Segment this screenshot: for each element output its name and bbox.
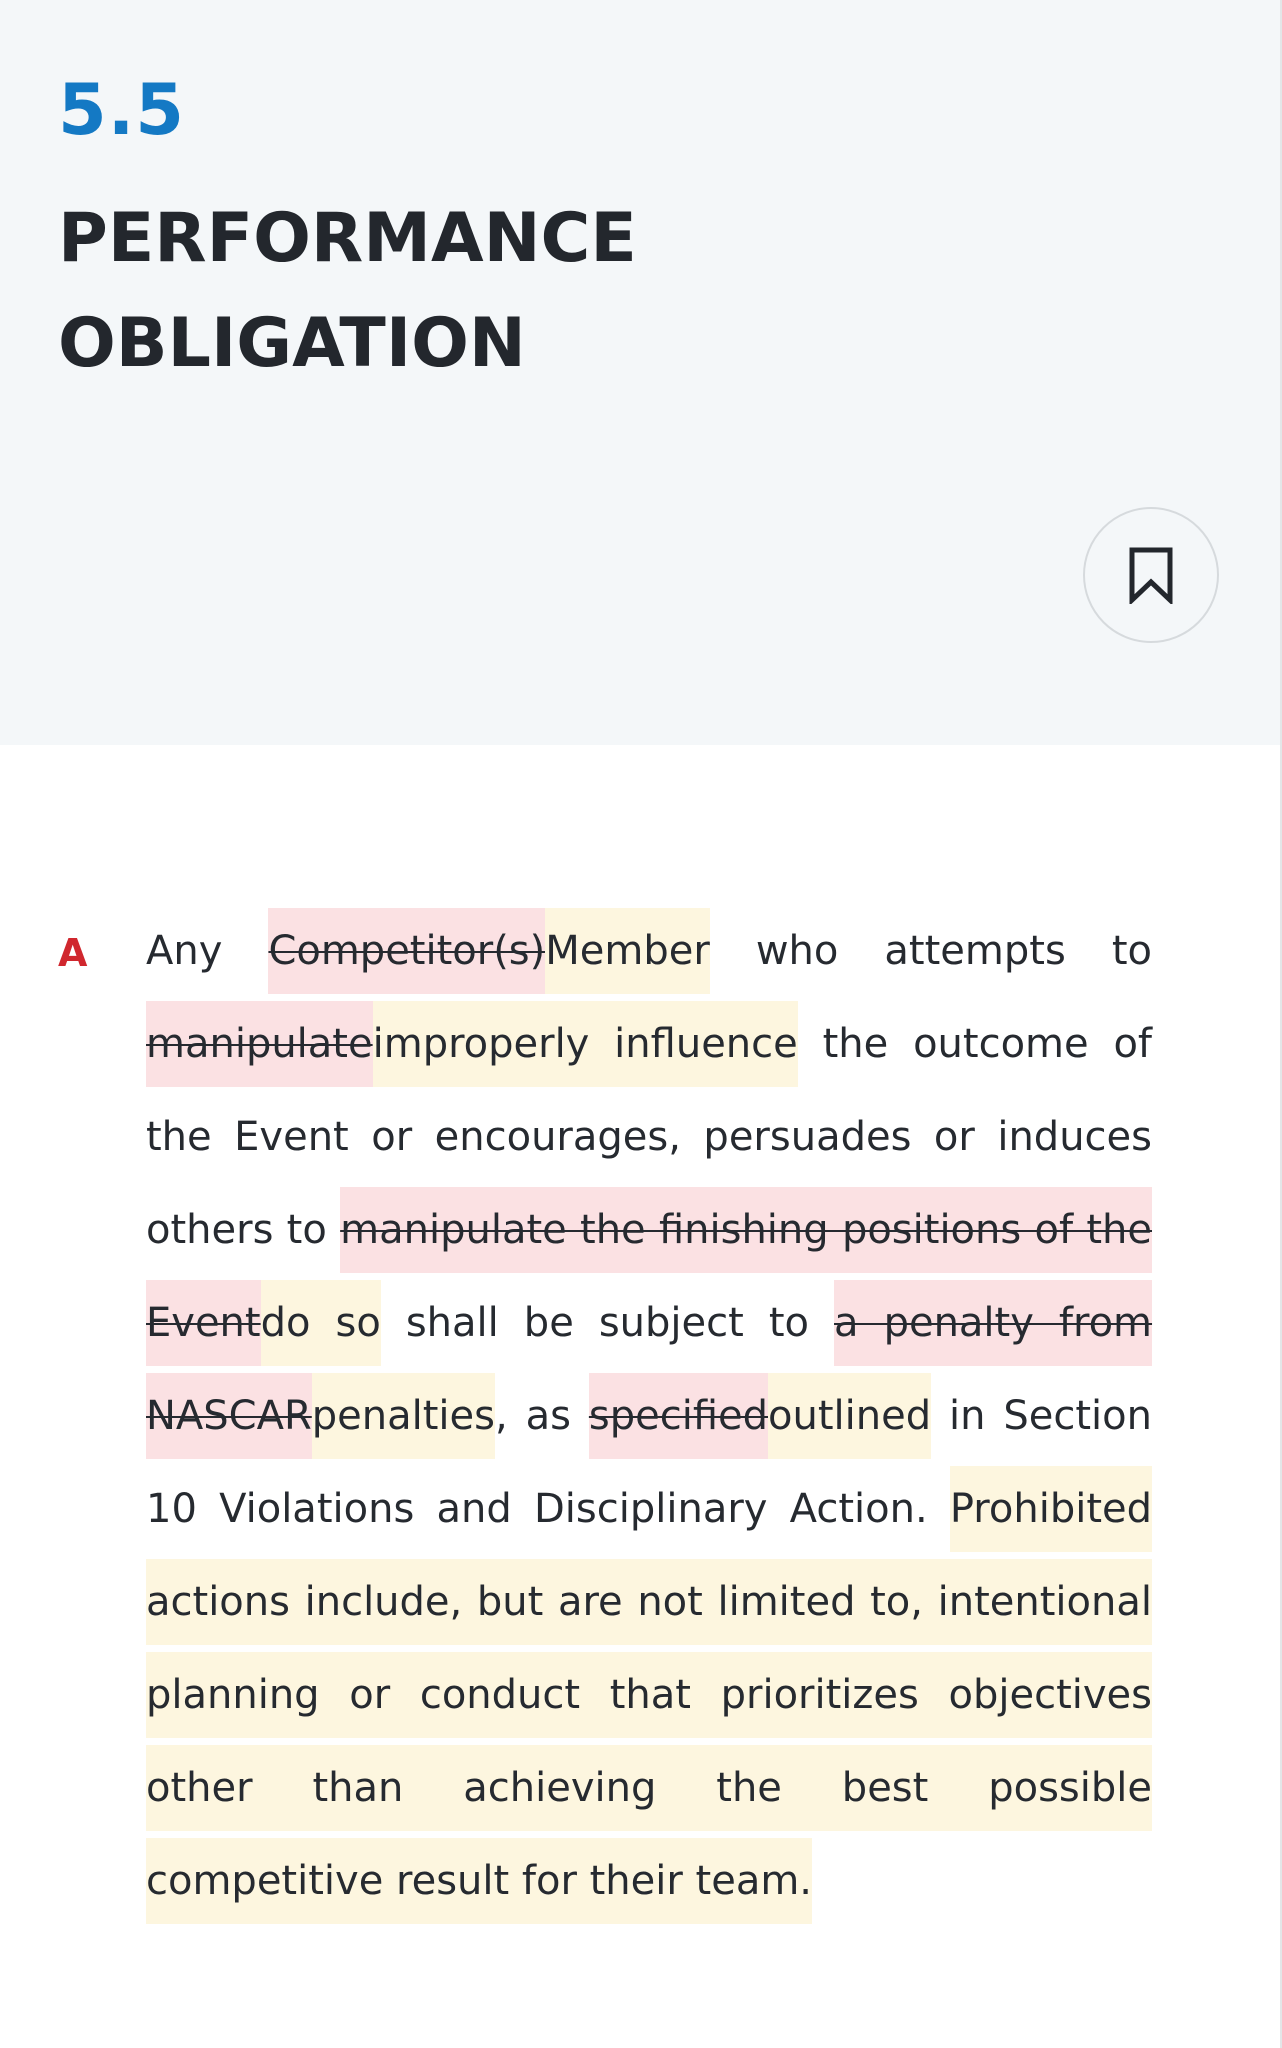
section-header bbox=[0, 0, 1282, 745]
section-title: PERFORMANCE OBLIGATION bbox=[58, 199, 637, 383]
clause-text-segment: the outcome of the Event or encourages, persuades or induces others to bbox=[146, 1021, 1153, 1253]
clause-text-segment: shall be subject to bbox=[380, 1300, 835, 1346]
clause-text bbox=[146, 905, 1152, 1928]
bookmark-button[interactable] bbox=[1083, 507, 1219, 643]
deleted-text: manipulate the finishing positions of the Event bbox=[146, 1187, 1152, 1366]
deleted-text: Competitor(s) bbox=[268, 908, 545, 994]
inserted-text: penalties bbox=[312, 1373, 495, 1459]
bookmark-icon bbox=[1128, 546, 1174, 604]
deleted-text: specified bbox=[589, 1373, 768, 1459]
inserted-text: improperly influence bbox=[373, 1001, 798, 1087]
clause-text-segment: , as bbox=[495, 1393, 589, 1439]
inserted-text: Prohibited actions include, but are not limited to, intentional planning or conduct that prioritizes objectives other than achieving the best possible competitive result for their team. bbox=[146, 1466, 1152, 1924]
clause-text-segment: in Section 10 Violations and Disciplinary Action. bbox=[146, 1393, 1152, 1532]
clause-text-segment: Any bbox=[146, 928, 269, 974]
section-number: 5.5 bbox=[58, 69, 186, 151]
deleted-text: a penalty from NASCAR bbox=[146, 1280, 1152, 1459]
clause-letter: A bbox=[58, 931, 88, 975]
inserted-text: outlined bbox=[768, 1373, 931, 1459]
inserted-text: Member bbox=[545, 908, 710, 994]
clause-text-segment: who attempts to bbox=[709, 928, 1152, 974]
inserted-text: do so bbox=[261, 1280, 381, 1366]
deleted-text: manipulate bbox=[146, 1001, 373, 1087]
